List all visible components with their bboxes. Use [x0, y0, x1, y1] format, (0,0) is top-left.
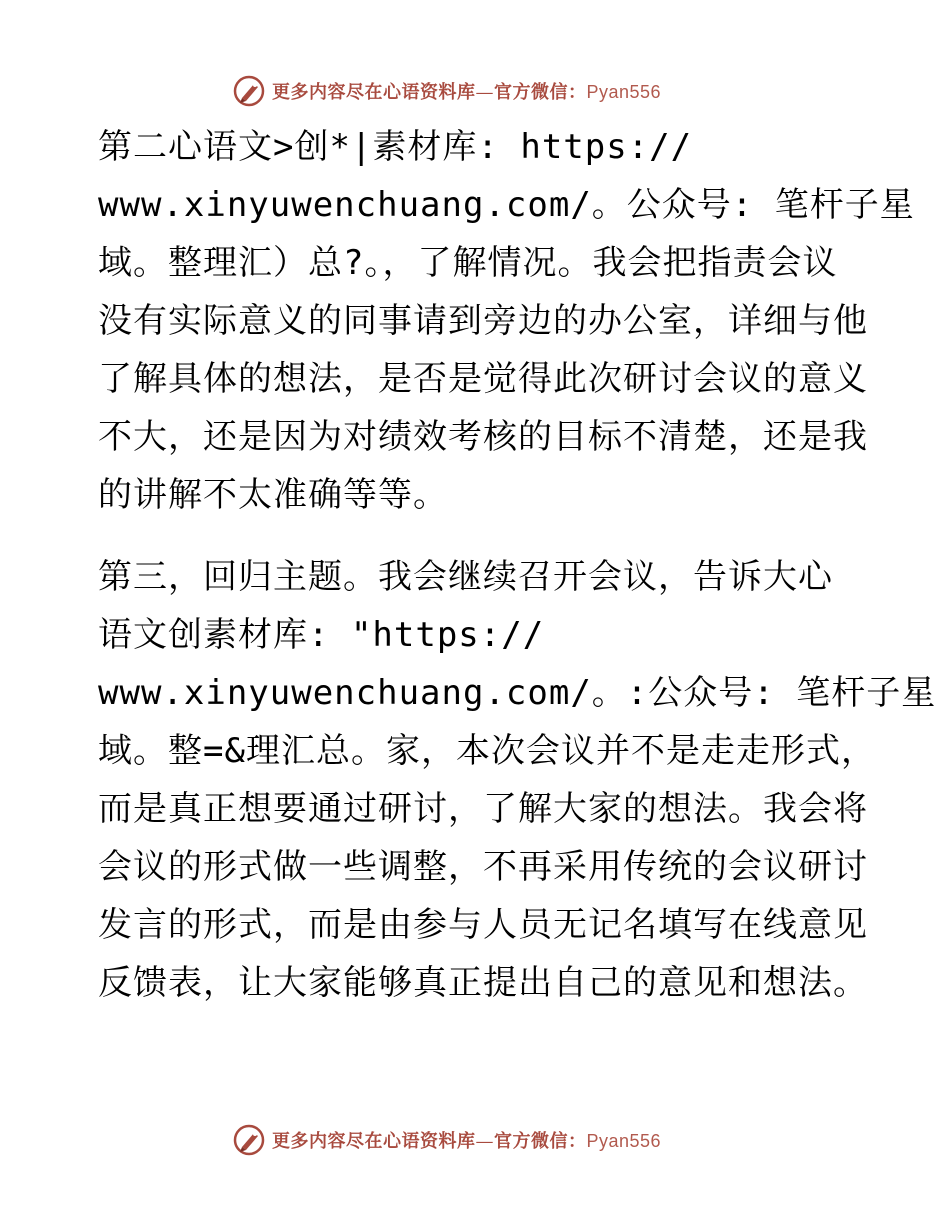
header-banner-title: 更多内容尽在心语资料库: [272, 82, 476, 103]
paragraph-line: 没有实际意义的同事请到旁边的办公室，详细与他: [98, 301, 868, 341]
header-banner-separator: —: [475, 82, 494, 103]
footer-banner-separator: —: [475, 1131, 494, 1152]
paragraph-line: 反馈表，让大家能够真正提出自己的意见和想法。: [98, 963, 868, 1003]
header-banner: [232, 71, 732, 111]
paragraph-spacer: [98, 524, 858, 548]
header-banner-text: [272, 78, 661, 104]
paragraph-line: 会议的形式做一些调整，不再采用传统的会议研讨: [98, 847, 868, 887]
footer-banner: [232, 1120, 732, 1160]
footer-contact-id: Pyan556: [586, 1131, 662, 1151]
paragraph-line: 第二心语文>创*|素材库: https://: [98, 127, 693, 167]
paragraph-line: 域。整理汇）总?。，了解情况。我会把指责会议: [98, 243, 838, 283]
paragraph-line: www.xinyuwenchuang.com/。公众号: 笔杆子星: [98, 185, 915, 225]
paragraph-line: 的讲解不太准确等等。: [98, 475, 448, 515]
paragraph-2: [98, 548, 937, 1012]
paragraph-line: 不大，还是因为对绩效考核的目标不清楚，还是我: [98, 417, 868, 457]
header-contact-label: 官方微信：: [494, 82, 587, 103]
header-contact-id: Pyan556: [586, 82, 662, 102]
footer-banner-title: 更多内容尽在心语资料库: [272, 1131, 476, 1152]
footer-banner-text: [272, 1127, 661, 1153]
paragraph-line: 语文创素材库: "https://: [98, 615, 545, 655]
document-body: [98, 118, 937, 1012]
paragraph-line: 第三，回归主题。我会继续召开会议，告诉大心: [98, 557, 833, 597]
pen-logo-icon: [232, 74, 266, 108]
footer-contact-label: 官方微信：: [494, 1131, 587, 1152]
paragraph-line: www.xinyuwenchuang.com/。:公众号: 笔杆子星: [98, 673, 937, 713]
paragraph-1: [98, 118, 915, 524]
paragraph-line: 域。整=&理汇总。家，本次会议并不是走走形式，: [98, 731, 876, 771]
pen-logo-icon: [232, 1123, 266, 1157]
paragraph-line: 而是真正想要通过研讨，了解大家的想法。我会将: [98, 789, 868, 829]
paragraph-line: 发言的形式，而是由参与人员无记名填写在线意见: [98, 905, 868, 945]
paragraph-line: 了解具体的想法，是否是觉得此次研讨会议的意义: [98, 359, 868, 399]
